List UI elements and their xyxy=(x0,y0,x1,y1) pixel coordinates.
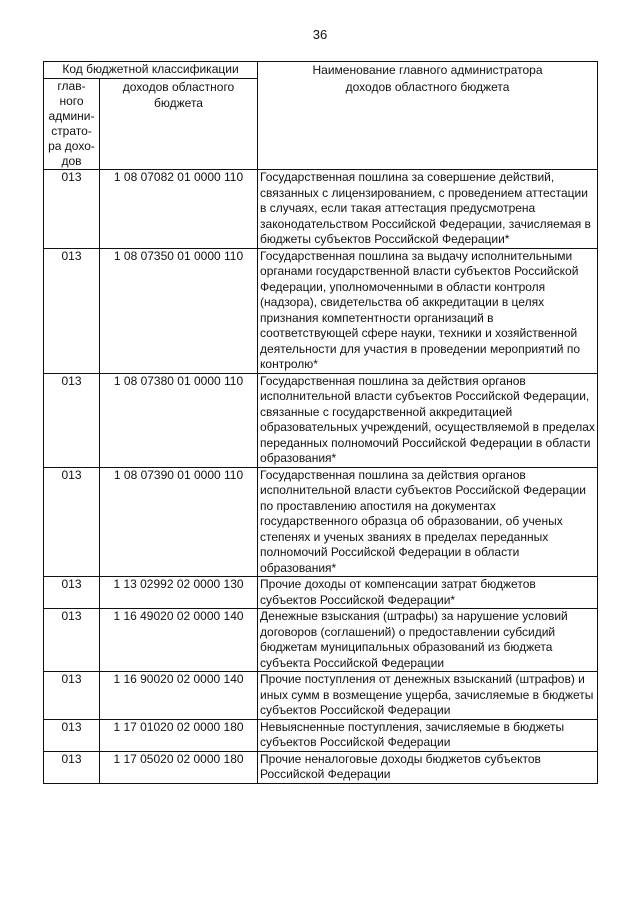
table-row xyxy=(44,719,598,751)
table-row xyxy=(44,170,598,249)
header-line: страто- xyxy=(51,124,92,138)
administrator-code-cell: 013 xyxy=(44,672,100,720)
header-line: доходов областного бюджета xyxy=(345,80,510,94)
table-row xyxy=(44,609,598,672)
header-line: бюджета xyxy=(154,96,203,110)
income-code-cell: 1 17 01020 02 0000 180 xyxy=(100,719,258,751)
administrator-code-cell: 013 xyxy=(44,373,100,467)
income-name-cell: Государственная пошлина за действия органов исполнительной власти субъектов Российской Федерации по проставлению апостиля на документах государственного образца об образовании, об ученых степенях и ученых званиях в пределах переданных полномочий Российской Федерации в области образования* xyxy=(258,467,598,577)
administrator-code-header xyxy=(44,79,100,170)
income-code-cell: 1 17 05020 02 0000 180 xyxy=(100,751,258,783)
income-code-cell: 1 13 02992 02 0000 130 xyxy=(100,577,258,609)
header-line: доходов областного xyxy=(122,80,235,94)
administrator-name-header xyxy=(258,62,598,170)
administrator-code-cell: 013 xyxy=(44,609,100,672)
income-name-cell: Прочие поступления от денежных взысканий (штрафов) и иных сумм в возмещение ущерба, зачисляемые в бюджеты субъектов Российской Федерации xyxy=(258,672,598,720)
table-row xyxy=(44,248,598,373)
administrator-code-cell: 013 xyxy=(44,719,100,751)
table-header-row xyxy=(44,62,598,79)
header-line: глав- xyxy=(57,79,86,93)
income-code-cell: 1 08 07350 01 0000 110 xyxy=(100,248,258,373)
income-name-cell: Государственная пошлина за выдачу исполнительными органами государственной власти субъектов Российской Федерации, уполномоченными в области контроля (надзора), свидетельства об аккредитации в целях признания компетентности организаций в соответствующей сфере науки, техники и хозяйственной деятельности для участия в проведении мероприятий по контролю* xyxy=(258,248,598,373)
income-code-cell: 1 08 07082 01 0000 110 xyxy=(100,170,258,249)
header-line: ного xyxy=(59,94,84,108)
classification-code-header: Код бюджетной классификации xyxy=(44,62,258,79)
table-row xyxy=(44,467,598,577)
administrator-code-cell: 013 xyxy=(44,751,100,783)
table-row xyxy=(44,373,598,467)
income-name-cell: Прочие доходы от компенсации затрат бюджетов субъектов Российской Федерации* xyxy=(258,577,598,609)
table-row xyxy=(44,577,598,609)
administrator-code-cell: 013 xyxy=(44,248,100,373)
income-name-cell: Государственная пошлина за совершение действий, связанных с лицензированием, с проведением аттестации в случаях, если такая аттестация предусмотрена законодательством Российской Федерации, зачисляемая в бюджеты субъектов Российской Федерации* xyxy=(258,170,598,249)
income-name-cell: Прочие неналоговые доходы бюджетов субъектов Российской Федерации xyxy=(258,751,598,783)
header-line: Наименование главного администратора xyxy=(312,63,543,77)
income-name-cell: Государственная пошлина за действия органов исполнительной власти субъектов Российской Федерации, связанные с государственной аккредитацией образовательных учреждений, осуществляемой в пределах переданных полномочий Российской Федерации в области образования* xyxy=(258,373,598,467)
income-code-cell: 1 16 90020 02 0000 140 xyxy=(100,672,258,720)
header-line: дов xyxy=(61,154,82,168)
income-name-cell: Денежные взыскания (штрафы) за нарушение условий договоров (соглашений) о предоставлении субсидий бюджетам муниципальных образований из бюджета субъекта Российской Федерации xyxy=(258,609,598,672)
page-number: 36 xyxy=(312,27,328,42)
income-code-cell: 1 08 07380 01 0000 110 xyxy=(100,373,258,467)
table-row xyxy=(44,751,598,783)
header-line: админи- xyxy=(48,109,95,123)
administrator-code-cell: 013 xyxy=(44,170,100,249)
budget-classification-table xyxy=(43,61,598,784)
income-name-cell: Невыясненные поступления, зачисляемые в бюджеты субъектов Российской Федерации xyxy=(258,719,598,751)
table-row xyxy=(44,672,598,720)
income-code-header xyxy=(100,79,258,170)
administrator-code-cell: 013 xyxy=(44,577,100,609)
income-code-cell: 1 16 49020 02 0000 140 xyxy=(100,609,258,672)
header-line: ра дохо- xyxy=(48,139,95,153)
administrator-code-cell: 013 xyxy=(44,467,100,577)
income-code-cell: 1 08 07390 01 0000 110 xyxy=(100,467,258,577)
